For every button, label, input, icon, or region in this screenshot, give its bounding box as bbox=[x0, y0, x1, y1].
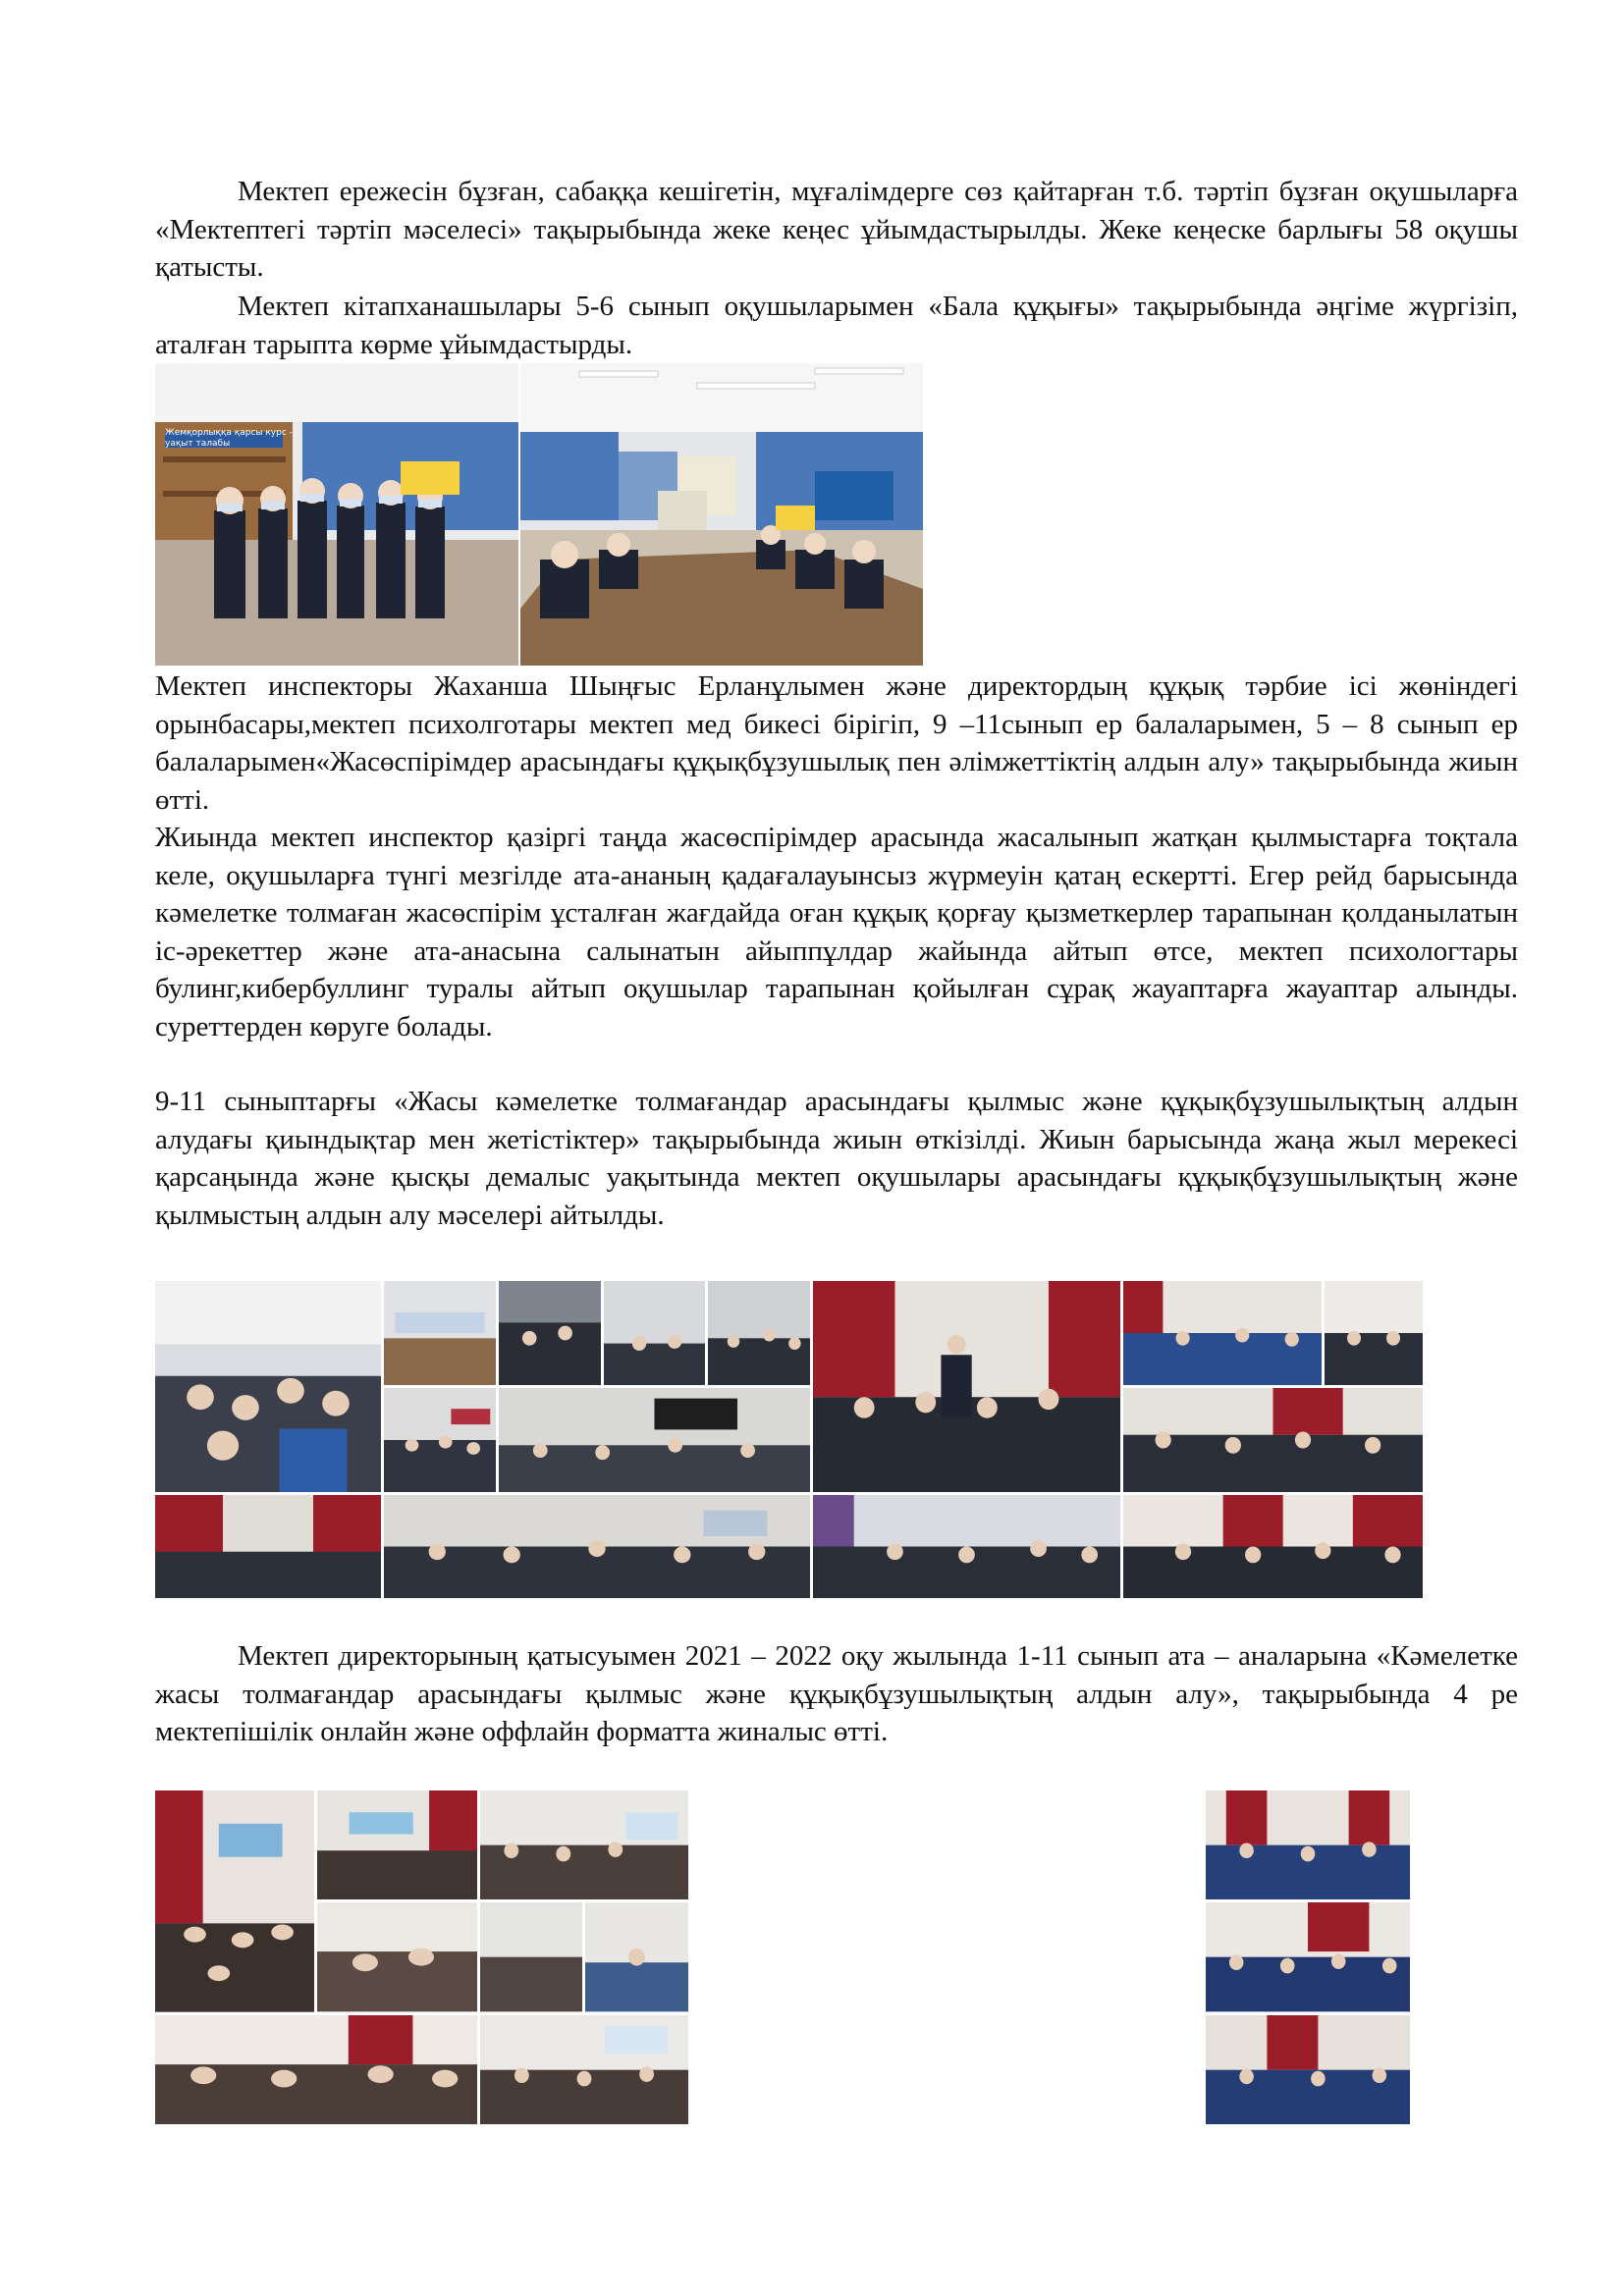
paragraph-parents-meeting: Мектеп директорының қатысуымен 2021 – 2022 оқу жылында 1-11 сынып ата – аналарына «Кәмелетке жасы толмағандар арасындағы қылмыс және құқықбұзушылықтың алдын алу», тақырыбында 4 ре мектепішілік онлайн және оффлайн форматта жиналыс өтті. bbox=[155, 1640, 1518, 1747]
collage-photo bbox=[604, 1281, 705, 1385]
collage-photo bbox=[499, 1388, 810, 1492]
collage-photo bbox=[813, 1281, 1120, 1492]
collage-photo bbox=[480, 1790, 688, 1899]
library-photo-students-standing bbox=[155, 363, 518, 666]
paragraph-grade-9-11-meeting: 9-11 сыныптарғы «Жасы кәмелетке толмағандар арасындағы қылмыс және құқықбұзушылықтың алдын алудағы қиындықтар мен жетістіктер» тақырыбында жиын өткізілді. Жиын барысында жаңа жыл мерекесі қарсаңында және қысқы демалыс уақытында мектеп оқушылары арасындағы құқықбұзушылықтың және қылмыстың алдын алу мәселері айтылды. bbox=[155, 1086, 1518, 1231]
collage-photo bbox=[317, 1790, 477, 1899]
collage-photo bbox=[384, 1388, 496, 1492]
collage-photo bbox=[1206, 1790, 1410, 1899]
collage-photo bbox=[480, 2015, 688, 2124]
collage-photo bbox=[1206, 2015, 1410, 2124]
parents-meeting-collage bbox=[155, 1790, 1410, 2124]
collage-photo bbox=[1123, 1388, 1423, 1492]
meeting-photo-collage bbox=[155, 1281, 1443, 1600]
collage-photo bbox=[155, 1281, 381, 1492]
collage-photo bbox=[708, 1281, 810, 1385]
collage-photo bbox=[1325, 1281, 1423, 1385]
paragraph-inspector-details: Жиында мектеп инспектор қазіргі таңда жасөспірімдер арасында жасалынып жатқан қылмыстарға тоқтала келе, оқушыларға түнгі мезгілде ата-ананың қадағалауынсыз жүрмеуін қатаң ескертті. Егер рейд барысында кәмелетке толмаған жасөспірім ұсталған жағдайда оған құқық қорғау қызметкерлер тарапынан қолданылатын іс-әрекеттер және ата-анасына салынатын айыппұлдар жайында айтып өтсе, мектеп психологтары булинг,кибербуллинг туралы айтып оқушылар тарапынан қойылған сұрақ жауаптарға жауаптар алынды. суреттерден көруге болады. bbox=[155, 822, 1518, 1042]
library-banner-text: Жемқорлыққа қарсы курс - уақыт талабы bbox=[165, 428, 293, 449]
paragraph-inspector-meeting: Мектеп инспекторы Жаханша Шыңғыс Ерланұлымен және директордың құқық тәрбие ісі жөніндегі орынбасары,мектеп психолготары мектеп мед бикесі бірігіп, 9 –11сынып ер балаларымен, 5 – 8 сынып ер балаларымен«Жасөспірімдер арасындағы құқықбұзушылық пен әлімжеттіктің алдын алу» тақырыбында жиын өтті. bbox=[155, 670, 1518, 816]
collage-photo bbox=[384, 1281, 496, 1385]
collage-photo bbox=[1206, 1902, 1410, 2011]
paragraph-library-talk: Мектеп кітапханашылары 5-6 сынып оқушыларымен «Бала құқығы» тақырыбында әңгіме жүргізіп, аталған тарыпта көрме ұйымдастырды. bbox=[155, 291, 1518, 360]
collage-photo bbox=[155, 1495, 381, 1598]
collage-photo bbox=[813, 1495, 1120, 1598]
library-photo-round-table bbox=[520, 363, 923, 666]
collage-photo bbox=[1123, 1495, 1423, 1598]
collage-photo bbox=[480, 1902, 582, 2011]
collage-photo bbox=[155, 1790, 314, 2012]
collage-photo bbox=[499, 1281, 601, 1385]
collage-photo bbox=[384, 1495, 810, 1598]
collage-photo bbox=[585, 1902, 688, 2011]
collage-photo bbox=[155, 2015, 477, 2124]
collage-photo bbox=[1123, 1281, 1322, 1385]
collage-photo bbox=[317, 1902, 477, 2011]
paragraph-discipline-consultation: Мектеп ережесін бұзған, сабаққа кешігетін, мұғалімдерге сөз қайтарған т.б. тәртіп бұзған оқушыларға «Мектептегі тәртіп мәселесі» тақырыбында жеке кеңес ұйымдастырылды. Жеке кеңеске барлығы 58 оқушы қатысты. bbox=[155, 176, 1518, 283]
